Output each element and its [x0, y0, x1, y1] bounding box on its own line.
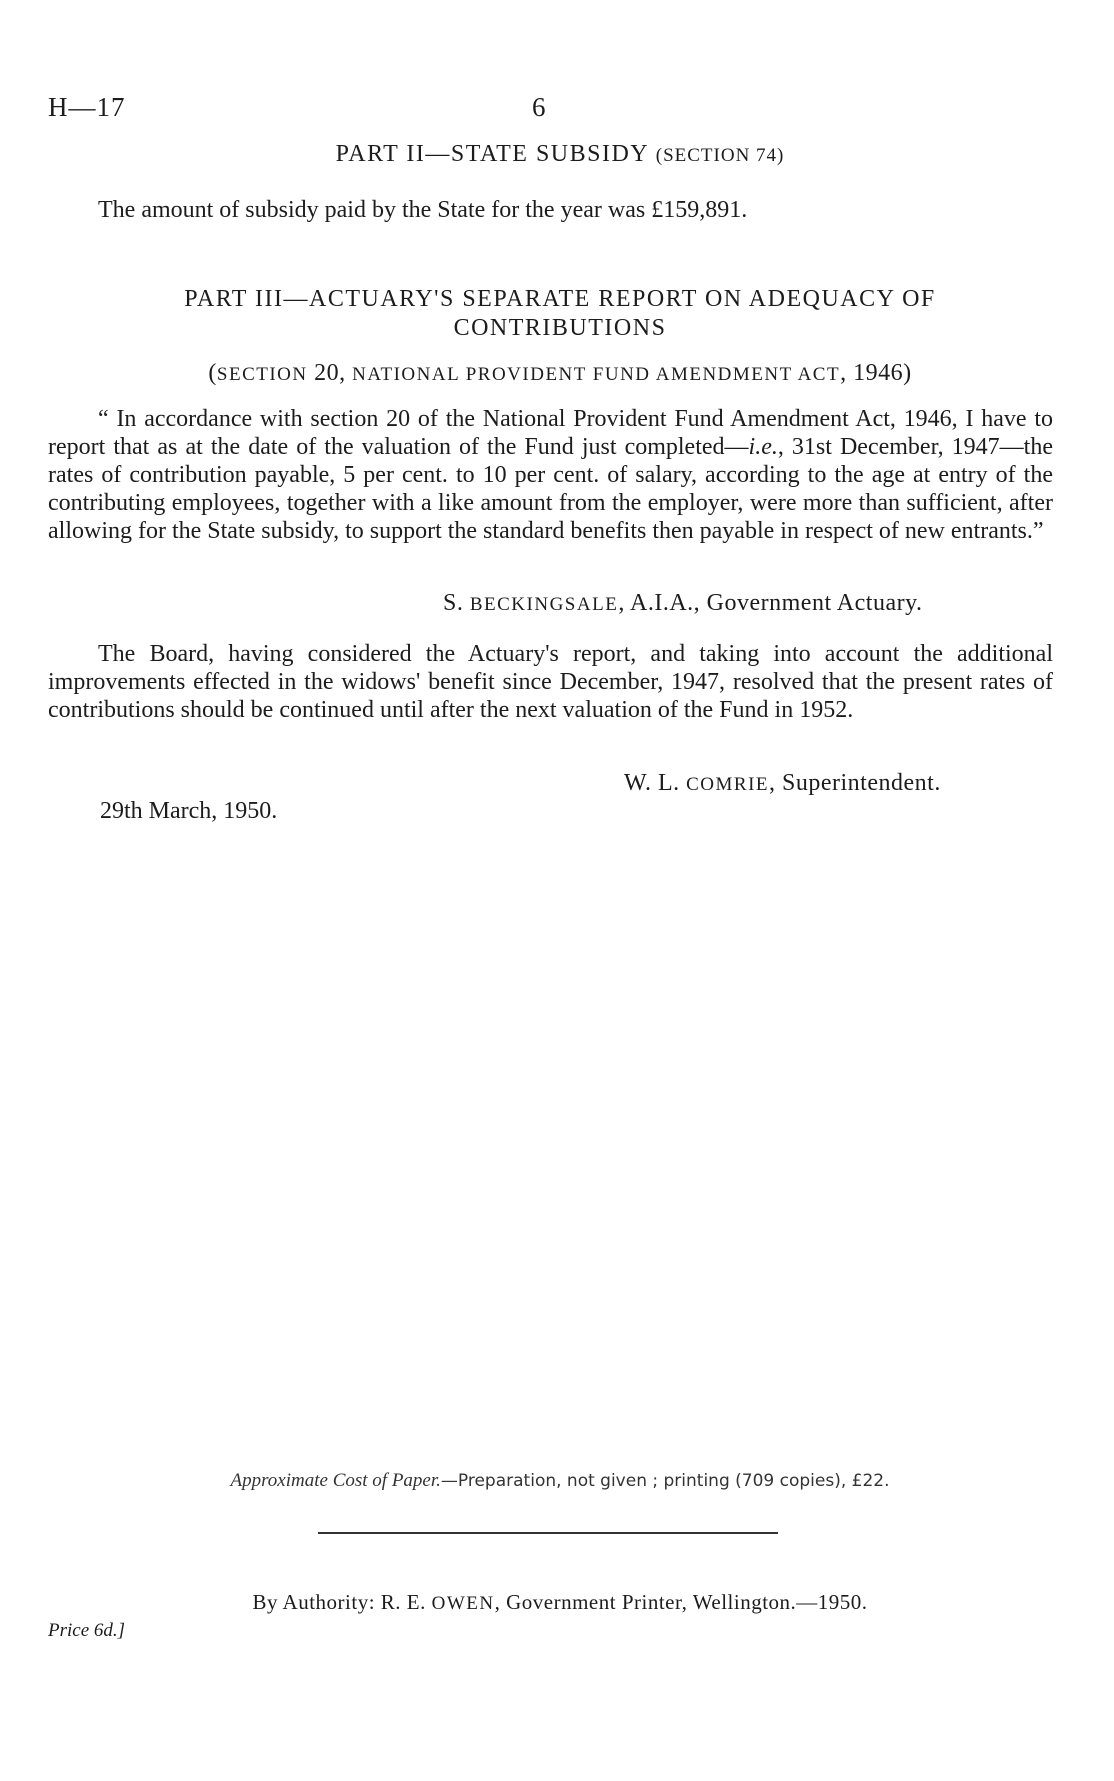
- actuary-quote: [48, 405, 1053, 545]
- actuary-signature: [443, 590, 923, 617]
- signer-initials: W. L.: [624, 770, 687, 796]
- document-reference: H—17: [48, 92, 126, 122]
- printer-text: , Government Printer, Wellington.—1950.: [494, 1590, 868, 1614]
- part-3-heading-line-1: PART III—ACTUARY'S SEPARATE REPORT ON ADEQUACY OF: [184, 286, 936, 312]
- subheading-year: , 1946): [840, 360, 912, 386]
- price-label: Price 6d.]: [48, 1620, 126, 1641]
- quote-part-2: , 31st December, 1947—the rates of contribution payable, 5 per cent. to 10 per cent. of salary, according to the age at entry of the contributing employees, together with a like amount from the employer, were more than sufficient, after allowing for the State subsidy, to support the standard benefits then payable in respect of new entrants.”: [48, 434, 1053, 544]
- actuary-initial: S.: [443, 590, 470, 616]
- report-date: 29th March, 1950.: [100, 798, 278, 824]
- subheading-act: NATIONAL PROVIDENT FUND AMENDMENT ACT: [352, 364, 841, 385]
- superintendent-signature: [624, 770, 941, 797]
- part-3-subheading: [60, 360, 1060, 387]
- printer-line: [60, 1590, 1060, 1615]
- signer-name: COMRIE: [686, 774, 770, 795]
- part-3-heading-line-2: CONTRIBUTIONS: [453, 315, 667, 341]
- subheading-section: SECTION: [216, 364, 308, 385]
- printer-name: OWEN: [431, 1593, 495, 1614]
- signer-title: , Superintendent.: [769, 770, 941, 796]
- actuary-title: , A.I.A., Government Actuary.: [618, 590, 923, 616]
- part-2-heading-main: PART II—STATE SUBSIDY: [335, 141, 649, 167]
- cost-text: —Preparation, not given ; printing (709 copies), £22.: [440, 1471, 890, 1491]
- part-2-heading-section: (SECTION 74): [655, 145, 785, 166]
- subheading-open: (: [208, 360, 217, 386]
- quote-ie: i.e.: [748, 434, 778, 460]
- actuary-name: BECKINGSALE: [469, 594, 619, 615]
- cost-label: Approximate Cost of Paper.: [230, 1470, 441, 1491]
- quote-part-1: “ In accordance with section 20 of the National Provident Fund Amendment Act, 1946, I have to report that as at the date of the valuation of the Fund just completed—: [48, 406, 1053, 460]
- cost-footnote: [60, 1470, 1060, 1492]
- footer-rule: [318, 1532, 778, 1534]
- part-2-heading: [60, 140, 1060, 170]
- page-number: 6: [532, 92, 546, 122]
- board-resolution: The Board, having considered the Actuary's report, and taking into account the additional improvements effected in the widows' benefit since December, 1947, resolved that the present rates of contributions should be continued until after the next valuation of the Fund in 1952.: [48, 641, 1053, 723]
- printer-label: By Authority: R. E.: [252, 1590, 432, 1614]
- subheading-number: 20,: [307, 360, 353, 386]
- part-2-text: The amount of subsidy paid by the State for the year was £159,891.: [98, 197, 748, 223]
